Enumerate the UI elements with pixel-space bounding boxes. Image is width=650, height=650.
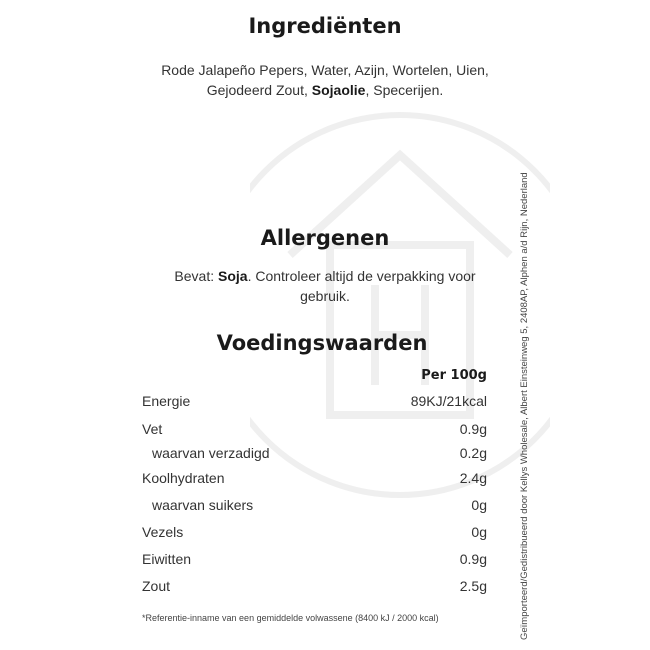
table-row xyxy=(142,497,487,517)
row-label: Energie xyxy=(142,393,191,409)
allergens-bold: Soja xyxy=(218,268,248,284)
row-value: 89KJ/21kcal xyxy=(410,393,487,409)
row-value: 0.9g xyxy=(459,421,487,437)
ingredients-line-2-post: , Specerijen. xyxy=(365,82,444,98)
table-row xyxy=(142,524,487,544)
table-row xyxy=(142,470,487,490)
table-row xyxy=(142,421,487,441)
row-value: 0g xyxy=(471,497,487,513)
row-label: waarvan suikers xyxy=(152,497,254,513)
ingredients-title: Ingrediënten xyxy=(248,14,402,38)
table-row xyxy=(142,445,487,465)
row-label: Vet xyxy=(142,421,163,437)
nutrition-title: Voedingswaarden xyxy=(216,331,428,355)
row-label: Vezels xyxy=(142,524,184,540)
ingredients-line-2-pre: Gejodeerd Zout, xyxy=(206,82,312,98)
row-value: 0.9g xyxy=(459,551,487,567)
row-label: Koolhydraten xyxy=(142,470,225,486)
allergens-rest-2: gebruik. xyxy=(300,288,350,304)
column-header: Per 100g xyxy=(421,368,487,383)
allergens-prefix: Bevat: xyxy=(174,268,218,284)
allergens-rest-1: . Controleer altijd de verpakking voor xyxy=(247,268,476,284)
row-label: Eiwitten xyxy=(142,551,192,567)
ingredients-line-2-bold: Sojaolie xyxy=(311,82,366,98)
allergens-title: Allergenen xyxy=(260,226,390,250)
importer-text: Geïmporteerd/Gedistribueerd door Kellys Wholesale, Albert Einsteinweg 5, 2408AP, Alphen a/d Rijn, Nederland xyxy=(519,172,530,640)
reference-footnote: *Referentie-inname van een gemiddelde volwassene (8400 kJ / 2000 kcal) xyxy=(142,613,439,623)
ingredients-text xyxy=(0,60,650,100)
row-label: Zout xyxy=(142,578,171,594)
table-row xyxy=(142,578,487,598)
ingredients-line-1: Rode Jalapeño Pepers, Water, Azijn, Wortelen, Uien, xyxy=(161,62,489,78)
table-row xyxy=(142,551,487,571)
row-value: 2.5g xyxy=(459,578,487,594)
row-value: 2.4g xyxy=(459,470,487,486)
row-value: 0g xyxy=(471,524,487,540)
allergens-text xyxy=(0,266,650,306)
importer-side-text xyxy=(519,80,531,640)
row-value: 0.2g xyxy=(459,445,487,461)
row-label: waarvan verzadigd xyxy=(152,445,270,461)
table-row xyxy=(142,393,487,413)
